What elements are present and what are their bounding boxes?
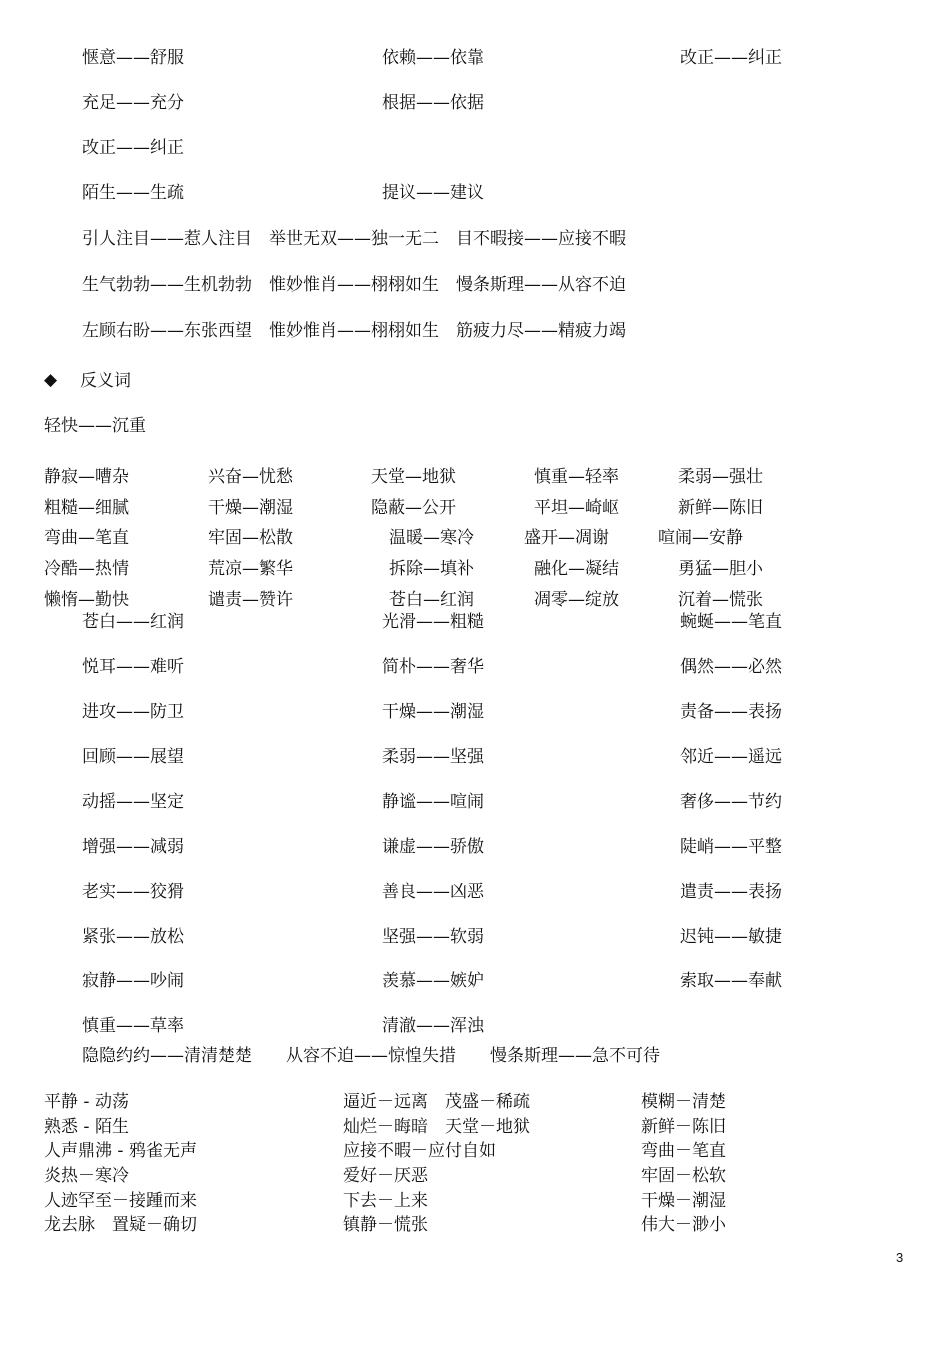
synonym-pair: 根据——依据	[382, 93, 484, 113]
antonym-pair: 蜿蜒——笔直	[680, 612, 782, 632]
synonym-pair: 改正——纠正	[82, 138, 184, 158]
antonym-pair: 坚强——软弱	[382, 927, 484, 947]
antonym-pair: 陡峭——平整	[680, 837, 782, 857]
antonym-pair: 人声鼎沸 - 鸦雀无声	[44, 1141, 197, 1161]
antonym-pair: 谴责—赞许	[208, 590, 293, 610]
bullet-diamond-icon: ◆	[44, 370, 58, 390]
antonym-pair: 牢固—松散	[208, 528, 293, 548]
antonym-pair: 邻近——遥远	[680, 747, 782, 767]
antonym-pair: 善良——凶恶	[382, 882, 484, 902]
antonym-pair: 温暖—寒冷	[389, 528, 474, 548]
section-heading: 反义词	[80, 371, 131, 391]
antonym-pair: 遣责——表扬	[680, 882, 782, 902]
antonym-pair: 索取——奉献	[680, 971, 782, 991]
synonym-pair: 惬意——舒服	[82, 48, 184, 68]
antonym-idioms-line: 隐隐约约——清清楚楚 从容不迫——惊惶失措 慢条斯理——急不可待	[82, 1046, 660, 1066]
antonym-pair: 沉着—慌张	[678, 590, 763, 610]
antonym-pair: 荒凉—繁华	[208, 559, 293, 579]
synonym-idioms-line: 引人注目——惹人注目 举世无双——独一无二 目不暇接——应接不暇	[82, 229, 626, 249]
antonym-pair: 干燥—潮湿	[208, 498, 293, 518]
antonym-pair: 熟悉 - 陌生	[44, 1117, 129, 1137]
synonym-idioms-line: 左顾右盼——东张西望 惟妙惟肖——栩栩如生 筋疲力尽——精疲力竭	[82, 321, 626, 341]
antonym-pair: 动摇——坚定	[82, 792, 184, 812]
antonym-pair: 融化—凝结	[534, 559, 619, 579]
page-number: 3	[896, 1250, 904, 1265]
antonym-pair: 轻快——沉重	[44, 416, 146, 436]
antonym-pair: 拆除—填补	[389, 559, 474, 579]
synonym-pair: 改正——纠正	[680, 48, 782, 68]
antonym-pair: 干燥－潮湿	[641, 1191, 726, 1211]
antonym-pair: 新鲜－陈旧	[641, 1117, 726, 1137]
antonym-pair: 平静 - 动荡	[44, 1092, 129, 1112]
antonym-pair: 应接不暇－应付自如	[343, 1141, 496, 1161]
antonym-pair: 谦虚——骄傲	[382, 837, 484, 857]
antonym-pair: 牢固－松软	[641, 1166, 726, 1186]
antonym-pair: 弯曲－笔直	[641, 1141, 726, 1161]
synonym-idioms-line: 生气勃勃——生机勃勃 惟妙惟肖——栩栩如生 慢条斯理——从容不迫	[82, 275, 626, 295]
antonym-pair: 清澈——浑浊	[382, 1016, 484, 1036]
antonym-pair: 模糊－清楚	[641, 1092, 726, 1112]
synonym-pair: 提议——建议	[382, 183, 484, 203]
antonym-pair: 冷酷—热情	[44, 559, 129, 579]
antonym-pair: 粗糙—细腻	[44, 498, 129, 518]
antonym-pair: 炎热－寒冷	[44, 1166, 129, 1186]
antonym-pair: 勇猛—胆小	[678, 559, 763, 579]
antonym-pair: 喧闹—安静	[658, 528, 743, 548]
antonym-pair: 慎重——草率	[82, 1016, 184, 1036]
antonym-pair: 人迹罕至－接踵而来	[44, 1191, 197, 1211]
antonym-pair: 紧张——放松	[82, 927, 184, 947]
antonym-pair: 增强——减弱	[82, 837, 184, 857]
synonym-pair: 陌生——生疏	[82, 183, 184, 203]
antonym-pair: 新鲜—陈旧	[678, 498, 763, 518]
antonym-pair: 柔弱—强壮	[678, 467, 763, 487]
antonym-pair: 苍白—红润	[389, 590, 474, 610]
antonym-pair: 天堂—地狱	[371, 467, 456, 487]
antonym-pair: 懒惰—勤快	[44, 590, 129, 610]
antonym-pair: 静寂—嘈杂	[44, 467, 129, 487]
antonym-pair: 慎重—轻率	[534, 467, 619, 487]
antonym-pair: 隐蔽—公开	[371, 498, 456, 518]
antonym-pair: 悦耳——难听	[82, 657, 184, 677]
antonym-pair: 灿烂－晦暗 天堂－地狱	[343, 1117, 530, 1137]
antonym-pair: 伟大－渺小	[641, 1215, 726, 1235]
antonym-pair: 奢侈——节约	[680, 792, 782, 812]
antonym-pair: 下去－上来	[343, 1191, 428, 1211]
antonym-pair: 简朴——奢华	[382, 657, 484, 677]
antonym-pair: 凋零—绽放	[534, 590, 619, 610]
antonym-pair: 弯曲—笔直	[44, 528, 129, 548]
synonym-pair: 充足——充分	[82, 93, 184, 113]
antonym-pair: 迟钝——敏捷	[680, 927, 782, 947]
synonym-pair: 依赖——依靠	[382, 48, 484, 68]
antonym-pair: 平坦—崎岖	[534, 498, 619, 518]
antonym-pair: 逼近－远离 茂盛－稀疏	[343, 1092, 530, 1112]
antonym-pair: 羡慕——嫉妒	[382, 971, 484, 991]
antonym-pair: 镇静－慌张	[343, 1215, 428, 1235]
antonym-pair: 兴奋—忧愁	[208, 467, 293, 487]
antonym-pair: 责备——表扬	[680, 702, 782, 722]
antonym-pair: 寂静——吵闹	[82, 971, 184, 991]
antonym-pair: 柔弱——坚强	[382, 747, 484, 767]
antonym-pair: 偶然——必然	[680, 657, 782, 677]
antonym-pair: 苍白——红润	[82, 612, 184, 632]
antonym-pair: 光滑——粗糙	[382, 612, 484, 632]
antonym-pair: 龙去脉 置疑－确切	[44, 1215, 197, 1235]
antonym-pair: 静谧——喧闹	[382, 792, 484, 812]
antonym-pair: 盛开—凋谢	[524, 528, 609, 548]
antonym-pair: 老实——狡猾	[82, 882, 184, 902]
antonym-pair: 回顾——展望	[82, 747, 184, 767]
antonym-pair: 干燥——潮湿	[382, 702, 484, 722]
antonym-pair: 进攻——防卫	[82, 702, 184, 722]
antonym-pair: 爱好－厌恶	[343, 1166, 428, 1186]
